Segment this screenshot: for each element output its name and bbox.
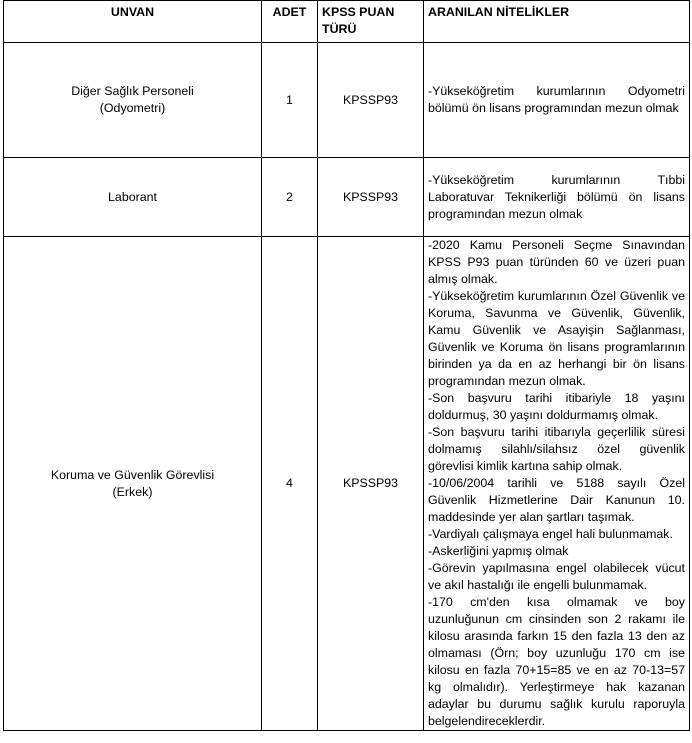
unvan-line1: Koruma ve Güvenlik Görevlisi [50, 467, 215, 482]
unvan-line1: Laborant [108, 189, 157, 204]
unvan-line2: (Odyometri) [99, 101, 166, 115]
nitelik-item: -2020 Kamu Personeli Seçme Sınavından KPSS P93 puan türünden 60 ve üzeri puan almış olmak. [428, 238, 685, 286]
nitelik-item: -Son başvuru tarihi itibarıyla geçerlilik süresi dolmamış silahlı/silahsız özel güvenlik görevlisi kimlik kartına sahip olmak. [428, 425, 685, 473]
table-row [4, 237, 690, 731]
nitelik-item: -Yükseköğretim kurumlarının Özel Güvenlik ve Koruma, Savunma ve Güvenlik, Güvenlik, Kamu Güvenlik ve Asayişin Sağlanması, Güvenlik ve Koruma ön lisans programlarının birinden ya da en az herhangi bir ön lisans programından mezun olmak. [428, 289, 685, 388]
unvan-line2: (Erkek) [112, 484, 153, 499]
header-kpss-puan-turu [318, 1, 424, 43]
nitelik-item: -10/06/2004 tarihli ve 5188 sayılı Özel Güvenlik Hizmetlerine Dair Kanunun 10. maddesinde yer alan şartları taşımak. [428, 476, 685, 524]
nitelik-item: -Yükseköğretim kurumlarının Odyometri bölümü ön lisans programından mezun olmak [428, 84, 685, 115]
table-row [4, 158, 690, 237]
header-aranilan-nitelikler: ARANILAN NİTELİKLER [424, 1, 690, 43]
nitelik-item: -Son başvuru tarihi itibariyle 18 yaşını doldurmuş, 30 yaşını doldurmamış olmak. [428, 391, 685, 422]
header-kpss-line1: KPSS PUAN [322, 5, 395, 19]
cell-unvan [4, 158, 262, 237]
nitelik-item: -Görevin yapılmasına engel olabilecek vücut ve akıl hastalığı ile engelli bulunmamak. [428, 561, 685, 592]
header-unvan: UNVAN [4, 1, 262, 43]
unvan-line1: Diğer Sağlık Personeli [71, 84, 194, 98]
cell-kpss: KPSSP93 [318, 158, 424, 237]
header-adet: ADET [262, 1, 318, 43]
nitelik-item: -Yükseköğretim kurumlarının Tıbbi Laboratuvar Teknikerliği bölümü ön lisans programından mezun olmak [428, 172, 685, 221]
cell-unvan [4, 237, 262, 731]
cell-kpss: KPSSP93 [318, 43, 424, 158]
cell-nitelikler [424, 237, 690, 731]
nitelik-item: -Askerliğini yapmış olmak [428, 544, 569, 558]
cell-adet: 1 [262, 43, 318, 158]
table-row [4, 43, 690, 158]
header-row [4, 1, 690, 43]
cell-adet: 4 [262, 237, 318, 731]
header-kpss-line2: TÜRÜ [322, 22, 357, 36]
cell-adet: 2 [262, 158, 318, 237]
cell-nitelikler [424, 158, 690, 237]
cell-kpss: KPSSP93 [318, 237, 424, 731]
nitelik-item: -170 cm'den kısa olmamak ve boy uzunluğunun cm cinsinden son 2 rakamı ile kilosu arasında farkın 15 den fazla 13 den az olmaması (Örn; boy uzunluğu 170 cm ise kilosu en fazla 70+15=85 ve en az 70-13=57 kg olmalıdır). Yerleştirmeye hak kazanan adaylar bu durumu sağlık kurulu raporuyla belgelendireceklerdir. [428, 595, 685, 728]
cell-unvan [4, 43, 262, 158]
nitelik-item: -Vardiyalı çalışmaya engel hali bulunmamak. [428, 527, 673, 541]
cell-nitelikler [424, 43, 690, 158]
job-requirements-table [3, 0, 690, 731]
